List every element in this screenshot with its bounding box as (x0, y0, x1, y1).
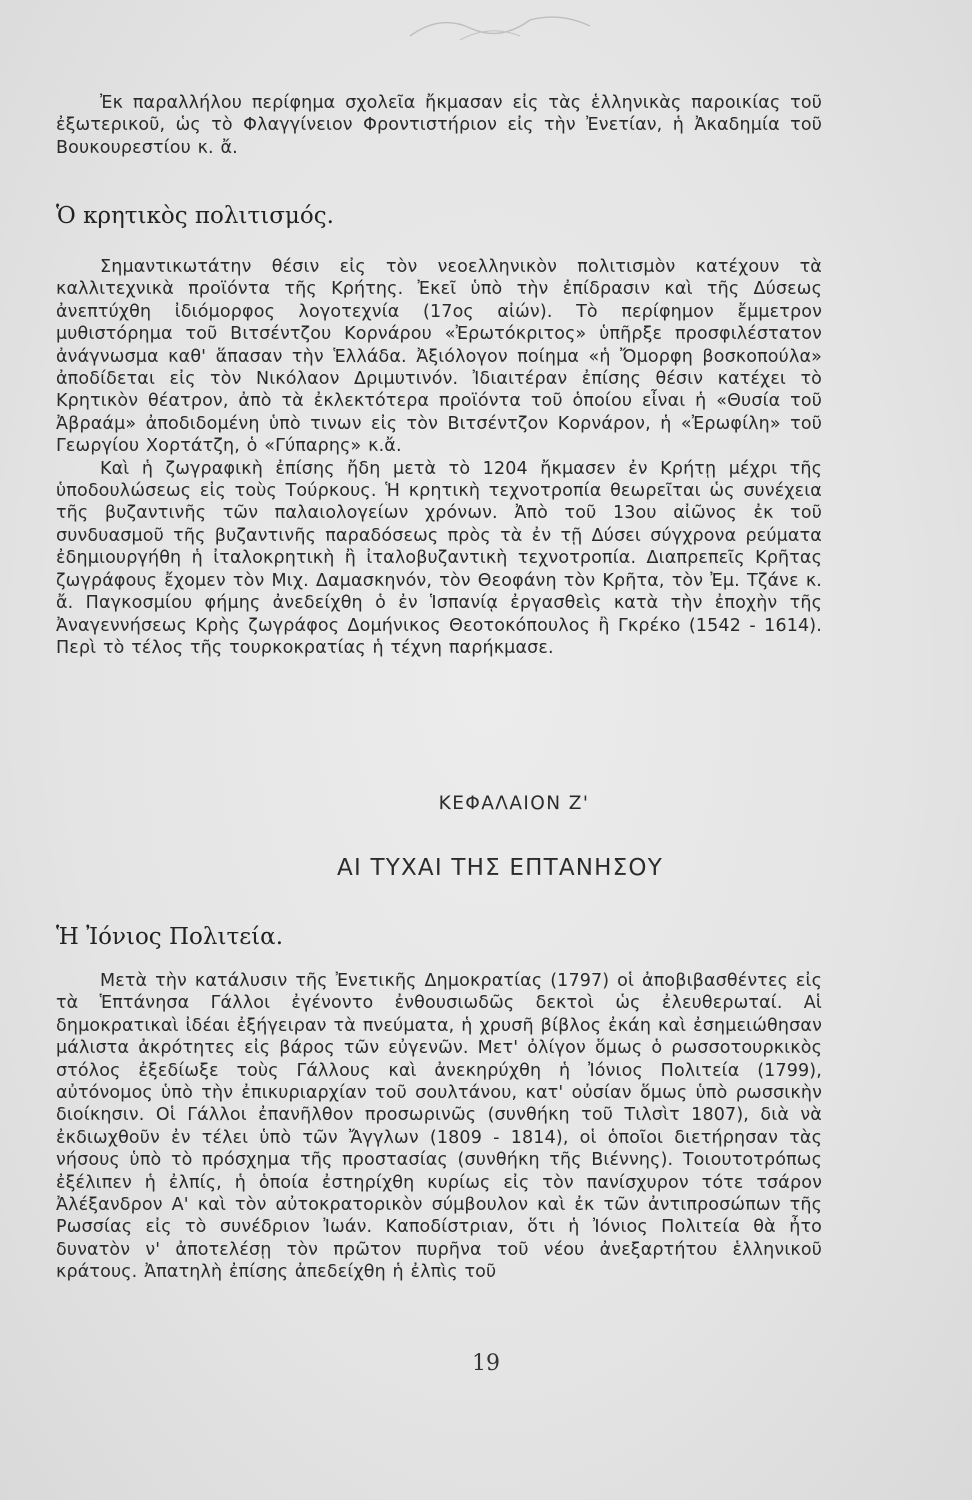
section1-paragraph-1: Σημαντικωτάτην θέσιν εἰς τὸν νεοελληνικὸν πολιτισμὸν κατέχουν τὰ καλλιτεχνικὰ προϊόντα τῆς Κρήτης. Ἐκεῖ ὑπὸ τὴν ἐπίδρασιν καὶ τῆς Δύσεως ἀνεπτύχθη ἰδιόμορφος λογοτεχνία (17ος αἰών). Τὸ περίφημον ἔμμετρον μυθιστόρημα τοῦ Βιτσέντζου Κορνάρου «Ἐρωτόκριτος» ὑπῆρξε προσφιλέστατον ἀνάγνωσμα καθ' ἅπασαν τὴν Ἑλλάδα. Ἀξιόλογον ποίημα «ἡ Ὄμορφη βοσκοπούλα» ἀποδίδεται εἰς τὸν Νικόλαον Δριμυτινόν. Ἰδιαιτέραν ἐπίσης θέσιν κατέχει τὸ Κρητικὸν θέατρον, ἀπὸ τὰ ἐκλεκτότερα προϊόντα τοῦ ὁποίου εἶναι ἡ «Θυσία τοῦ Ἀβραάμ» ἀποδιδομένη ὑπὸ τινων εἰς τὸν Βιτσέντζον Κορνάρον, ἡ «Ἐρωφίλη» τοῦ Γεωργίου Χορτάτζη, ὁ «Γύπαρης» κ.ἄ. (56, 257, 822, 457)
pencil-scribble (400, 6, 600, 46)
intro-paragraph: Ἐκ παραλλήλου περίφημα σχολεῖα ἤκμασαν εἰς τὰς ἑλληνικὰς παροικίας τοῦ ἐξωτερικοῦ, ὡς τὸ Φλαγγίνειον Φροντιστήριον εἰς τὴν Ἐνετίαν, ἡ Ἀκαδημία τοῦ Βουκουρεστίου κ. ἄ. (56, 93, 822, 158)
section1-paragraph-2: Καὶ ἡ ζωγραφικὴ ἐπίσης ἤδη μετὰ τὸ 1204 ἤκμασεν ἐν Κρήτῃ μέχρι τῆς ὑποδουλώσεως εἰς τοὺς Τούρκους. Ἡ κρητικὴ τεχνοτροπία θεωρεῖται ὡς συνέχεια τῆς βυζαντινῆς τῶν παλαιολογείων χρόνων. Ἀπὸ τοῦ 13ου αἰῶνος ἐκ τοῦ συνδυασμοῦ τῆς βυζαντινῆς παραδόσεως πρὸς τὰ ἐν τῇ Δύσει σύγχρονα ρεύματα ἐδημιουργήθη ἡ ἰταλοκρητικὴ ἢ ἰταλοβυζαντικὴ τεχνοτροπία. Διαπρεπεῖς Κρῆτας ζωγράφους ἔχομεν τὸν Μιχ. Δαμασκηνόν, τὸν Θεοφάνη τὸν Κρῆτα, τὸν Ἐμ. Τζάνε κ. ἄ. Παγκοσμίου φήμης ἀνεδείχθη ὁ ἐν Ἱσπανίᾳ ἐργασθεὶς κατὰ τὴν ἐποχὴν τῆς Ἀναγεννήσεως Κρὴς ζωγράφος Δομήνικος Θεοτοκόπουλος ἢ Γκρέκο (1542 - 1614). Περὶ τὸ τέλος τῆς τουρκοκρατίας ἡ τέχνη παρήκμασε. (56, 458, 822, 658)
section2-body (56, 970, 822, 1284)
chapter-label: ΚΕΦΑΛΑΙΟΝ Ζ' (438, 793, 590, 814)
chapter-title: ΑΙ ΤΥΧΑΙ ΤΗΣ ΕΠΤΑΝΗΣΟΥ (337, 855, 663, 881)
page-number: 19 (472, 1351, 500, 1376)
section1-body (56, 256, 822, 659)
intro-block (56, 92, 822, 159)
section-heading-ionian-state: Ἡ Ἰόνιος Πολιτεία. (56, 924, 284, 950)
section2-paragraph: Μετὰ τὴν κατάλυσιν τῆς Ἐνετικῆς Δημοκρατίας (1797) οἱ ἀποβιβασθέντες εἰς τὰ Ἑπτάνησα Γάλλοι ἐγένοντο ἐνθουσιωδῶς δεκτοὶ ὡς ἐλευθερωταί. Αἱ δημοκρατικαὶ ἰδέαι ἐξήγειραν τὰ πνεύματα, ἡ χρυσῆ βίβλος ἐκάη καὶ ἐσημειώθησαν μάλιστα ἀκρότητες εἰς βάρος τῶν εὐγενῶν. Μετ' ὀλίγον ὅμως ὁ ρωσσοτουρκικὸς στόλος ἐξεδίωξε τοὺς Γάλλους καὶ ἀνεκηρύχθη ἡ Ἰόνιος Πολιτεία (1799), αὐτόνομος ὑπὸ τὴν ἐπικυριαρχίαν τοῦ σουλτάνου, κατ' οὐσίαν ὅμως ὑπὸ ρωσσικὴν διοίκησιν. Οἱ Γάλλοι ἐπανῆλθον προσωρινῶς (συνθήκη τοῦ Τιλσὶτ 1807), διὰ νὰ ἐκδιωχθοῦν ἐν τέλει ὑπὸ τῶν Ἄγγλων (1809 - 1814), οἱ ὁποῖοι διετήρησαν τὰς νήσους ὑπὸ τὸ πρόσχημα τῆς προστασίας (συνθήκη τῆς Βιέννης). Τοιουτοτρόπως ἐξέλιπεν ἡ ἐλπίς, ἡ ὁποία ἐστηρίχθη κυρίως εἰς τὸν πανίσχυρον τότε τσάρον Ἀλέξανδρον Α' καὶ τὸν αὐτοκρατορικὸν σύμβουλον καὶ ἐκ τῶν ἀντιπροσώπων τῆς Ρωσσίας εἰς τὸ συνέδριον Ἰωάν. Καποδίστριαν, ὅτι ἡ Ἰόνιος Πολιτεία θὰ ἦτο δυνατὸν ν' ἀποτελέσῃ τὸν πρῶτον πυρῆνα τοῦ νέου ἀνεξαρτήτου ἑλληνικοῦ κράτους. Ἀπατηλὴ ἐπίσης ἀπεδείχθη ἡ ἐλπὶς τοῦ (56, 971, 822, 1283)
section-heading-cretan-civilization: Ὁ κρητικὸς πολιτισμός. (56, 203, 334, 229)
